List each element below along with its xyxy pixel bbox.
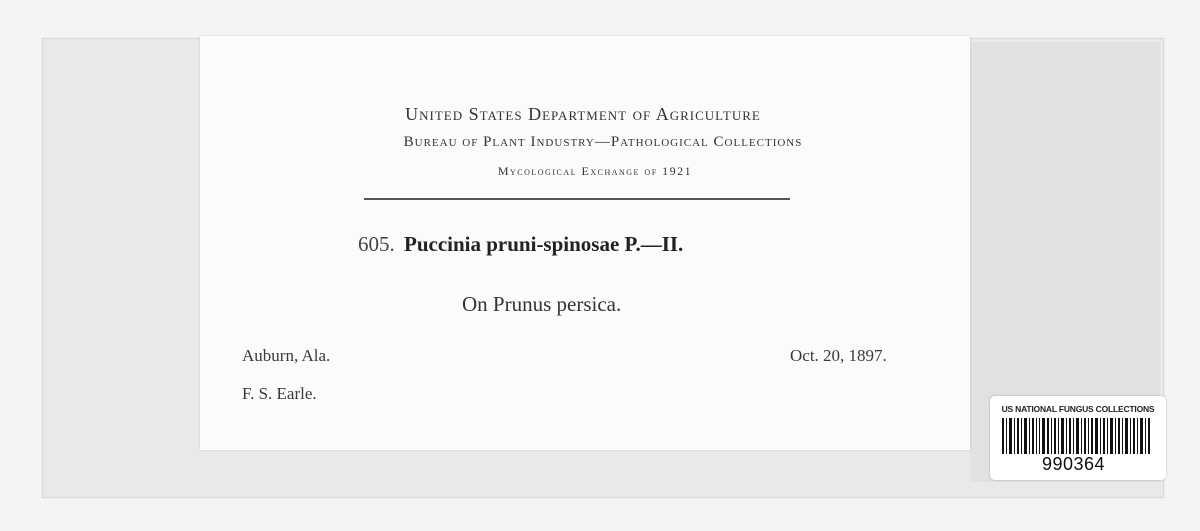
collection-date: Oct. 20, 1897. bbox=[790, 346, 887, 365]
specimen-number: 605. bbox=[358, 232, 395, 256]
header-bureau: Bureau of Plant Industry—Pathological Collections bbox=[403, 134, 803, 150]
barcode-title: US NATIONAL FUNGUS COLLECTIONS bbox=[1001, 404, 1155, 414]
collector: F. S. Earle. bbox=[242, 384, 317, 403]
barcode-number: 990364 bbox=[1042, 454, 1106, 474]
species-name: Puccinia pruni-spinosae P.—II. bbox=[404, 232, 684, 256]
host-plant: On Prunus persica. bbox=[462, 292, 622, 316]
header-exchange: Mycological Exchange of 1921 bbox=[497, 164, 693, 178]
locality: Auburn, Ala. bbox=[242, 346, 331, 365]
barcode-icon bbox=[1002, 418, 1152, 454]
barcode-label bbox=[990, 396, 1166, 480]
herbarium-label bbox=[200, 36, 970, 450]
divider-rule bbox=[364, 198, 790, 200]
header-department: United States Department of Agriculture bbox=[405, 104, 761, 124]
species-line bbox=[358, 232, 683, 257]
